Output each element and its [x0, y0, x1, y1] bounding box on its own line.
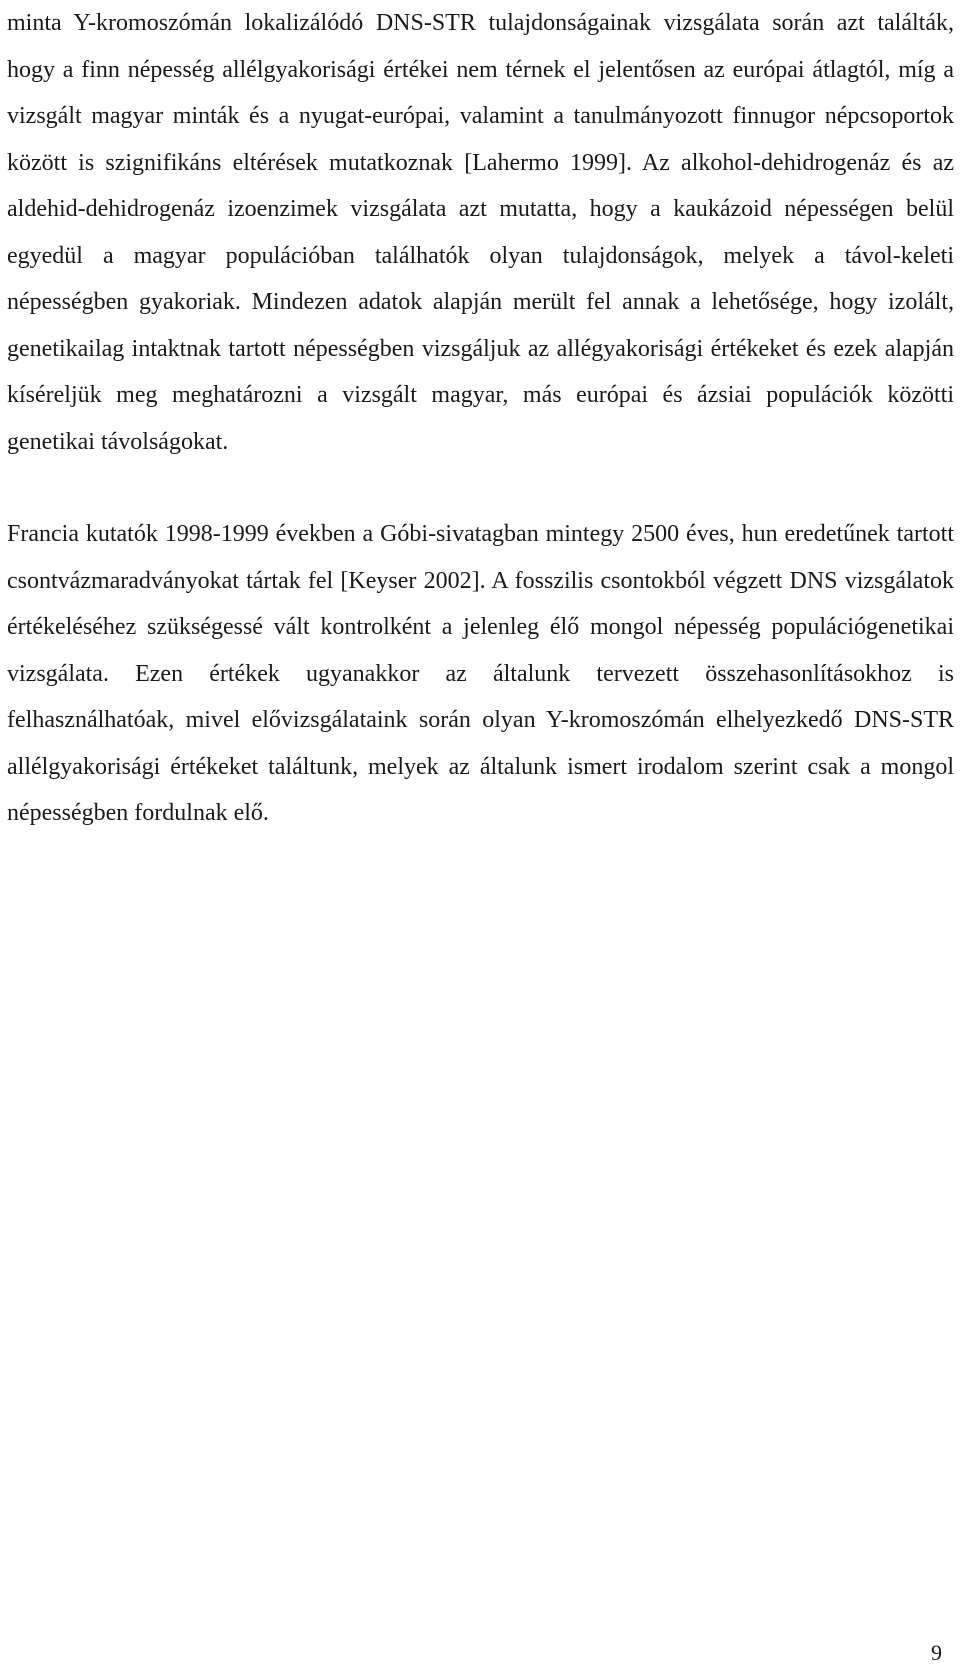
paragraph-2: Francia kutatók 1998-1999 években a Góbi-sivatagban mintegy 2500 éves, hun eredetűnek tartott csontvázmaradványokat tártak fel [Keyser 2002]. A fosszilis csontokból végzett DNS vizsgálatok értékeléséhez szükségessé vált kontrolként a jelenleg élő mongol népesség populációgenetikai vizsgálata. Ezen értékek ugyanakkor az általunk tervezett összehasonlításokhoz is felhasználhatóak, mivel elővizsgálataink során olyan Y-kromoszómán elhelyezkedő DNS-STR allélgyakorisági értékeket találtunk, melyek az általunk ismert irodalom szerint csak a mongol népességben fordulnak elő. — [7, 521, 954, 826]
paragraph-1: minta Y-kromoszómán lokalizálódó DNS-STR tulajdonságainak vizsgálata során azt találták, hogy a finn népesség allélgyakorisági értékei nem térnek el jelentősen az európai átlagtól, míg a vizsgált magyar minták és a nyugat-európai, valamint a tanulmányozott finnugor népcsoportok között is szignifikáns eltérések mutatkoznak [Lahermo 1999]. Az alkohol-dehidrogenáz és az aldehid-dehidrogenáz izoenzimek vizsgálata azt mutatta, hogy a kaukázoid népességen belül egyedül a magyar populációban találhatók olyan tulajdonságok, melyek a távol-keleti népességben gyakoriak. Mindezen adatok alapján merült fel annak a lehetősége, hogy izolált, genetikailag intaktnak tartott népességben vizsgáljuk az allégyakorisági értékeket és ezek alapján kíséreljük meg meghatározni a vizsgált magyar, más európai és ázsiai populációk közötti genetikai távolságokat. — [7, 10, 954, 455]
page-number: 9 — [931, 1640, 942, 1665]
body-text — [7, 0, 954, 837]
